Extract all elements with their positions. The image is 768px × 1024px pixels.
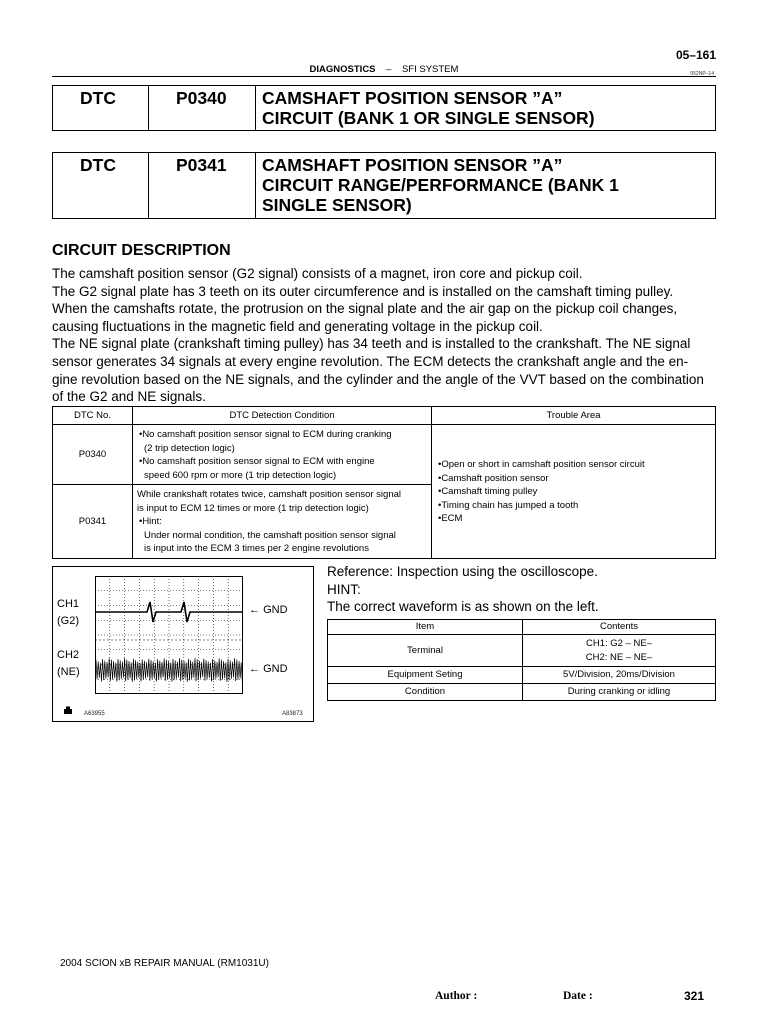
dtc-title-line: CIRCUIT RANGE/PERFORMANCE (BANK 1 [262,175,619,195]
dtc-title-line: CAMSHAFT POSITION SENSOR ”A” [262,155,563,175]
gnd-marker-ch2 [249,663,288,675]
dtc-title-line: CAMSHAFT POSITION SENSOR ”A” [262,88,563,108]
ch2-waveform [95,658,242,682]
ch1-signal: (G2) [57,615,79,627]
manual-footer: 2004 SCION xB REPAIR MANUAL (RM1031U) [60,958,269,969]
paragraph-line: causing fluctuations in the magnetic field and generating voltage in the pickup coil. [52,318,543,334]
dtc-label: DTC [53,153,149,219]
paragraph-line: When the camshafts rotate, the protrusion on the signal plate and the air gap on the pickup coil changes, [52,301,678,317]
paragraph-line: The G2 signal plate has 3 teeth on its outer circumference and is installed on the camshaft timing pulley. [52,283,674,299]
arrow-left-icon: ← [249,604,260,616]
contents-line: CH1: G2 – NE– [586,637,652,649]
printer-icon [63,706,73,715]
trouble-item: •Open or short in camshaft position sensor circuit [438,459,645,470]
dtc-condition-table [52,406,716,559]
paragraph-line: sensor generates 34 signals at every engine revolution. The ECM detects the crankshaft angle and the en- [52,353,689,369]
trouble-item: •Camshaft timing pulley [438,486,538,497]
dtc-code-cell: P0341 [53,485,133,559]
reference-line: Reference: Inspection using the oscilloscope. [327,564,598,579]
trouble-item: •Camshaft position sensor [438,472,549,484]
header-contents: Contents [523,620,716,635]
section-header-name: SFI SYSTEM [401,64,459,75]
contents-cell: During cranking or idling [523,684,716,701]
figure-id-left: A63955 [84,711,105,717]
paragraph-line: gine revolution based on the NE signals, and the cylinder and the angle of the VVT based on the combination [52,371,704,387]
reference-line: The correct waveform is as shown on the left. [327,599,599,615]
header-trouble-area: Trouble Area [432,407,716,425]
paragraph-line: The camshaft position sensor (G2 signal) consists of a magnet, iron core and pickup coil. [52,266,583,281]
paragraph-line: The NE signal plate (crankshaft timing pulley) has 34 teeth and is installed to the crankshaft. The NE signal [52,336,691,352]
condition-continuation: is input into the ECM 3 times per 2 engine revolutions [144,543,369,554]
contents-cell: 5V/Division, 20ms/Division [523,667,716,684]
condition-continuation: Under normal condition, the camshaft position sensor signal [144,529,396,541]
header-rule [52,76,716,77]
detection-condition-cell [133,425,432,485]
dtc-code: P0341 [149,153,256,219]
dtc-title-line: SINGLE SENSOR) [262,195,412,215]
trouble-item: •Timing chain has jumped a tooth [438,499,579,511]
condition-line: is input to ECM 12 times or more (1 trip detection logic) [137,502,369,514]
dtc-label: DTC [53,86,149,131]
trouble-area-cell [432,425,716,559]
oscilloscope-settings-table [327,619,716,701]
item-cell: Condition [328,684,523,701]
header-detection-condition: DTC Detection Condition [133,407,432,425]
hint-label: HINT: [327,581,361,597]
contents-line: CH2: NE – NE– [585,651,653,663]
ch1-name: CH1 [57,598,80,610]
dtc-title [256,86,716,131]
date-label: Date : [563,990,593,1002]
condition-bullet: •No camshaft position sensor signal to ECM during cranking [139,429,392,440]
paragraph-line: of the G2 and NE signals. [52,389,206,405]
condition-continuation: speed 600 rpm or more (1 trip detection logic) [144,469,337,481]
dtc-title-table-p0341 [52,152,716,219]
condition-line: While crankshaft rotates twice, camshaft position sensor signal [137,489,402,500]
section-header-dash: – [386,64,392,75]
document-code: 052NP–14 [690,71,714,77]
circuit-description [52,265,718,406]
dtc-code: P0340 [149,86,256,131]
item-cell: Equipment Seting [328,667,523,684]
section-title: CIRCUIT DESCRIPTION [52,242,231,259]
waveform-graph [95,576,243,694]
item-cell: Terminal [328,635,523,667]
dtc-title [256,153,716,219]
author-label: Author : [435,990,478,1002]
section-header [0,64,768,75]
page-reference: 05–161 [675,48,716,62]
condition-bullet: •No camshaft position sensor signal to ECM with engine [139,456,375,467]
arrow-left-icon: ← [249,663,260,675]
detection-condition-cell [133,485,432,559]
ch1-label [57,596,79,630]
dtc-title-line: CIRCUIT (BANK 1 OR SINGLE SENSOR) [262,108,595,128]
ch2-label [57,647,80,681]
dtc-code-cell: P0340 [53,425,133,485]
header-item: Item [328,620,523,635]
page-number: 321 [684,989,705,1003]
gnd-label: GND [263,663,288,675]
ch2-name: CH2 [57,649,80,661]
header-dtc-no: DTC No. [53,407,133,425]
condition-continuation: (2 trip detection logic) [144,442,235,454]
gnd-label: GND [263,604,288,616]
gnd-marker-ch1 [249,604,288,616]
condition-bullet: •Hint: [139,516,162,527]
reference-block [327,563,599,616]
trouble-item: •ECM [438,513,463,524]
dtc-title-table-p0340 [52,85,716,131]
ch2-signal: (NE) [57,666,80,678]
figure-id-right: A83873 [282,711,303,717]
section-header-bold: DIAGNOSTICS [309,64,376,75]
contents-cell [523,635,716,667]
